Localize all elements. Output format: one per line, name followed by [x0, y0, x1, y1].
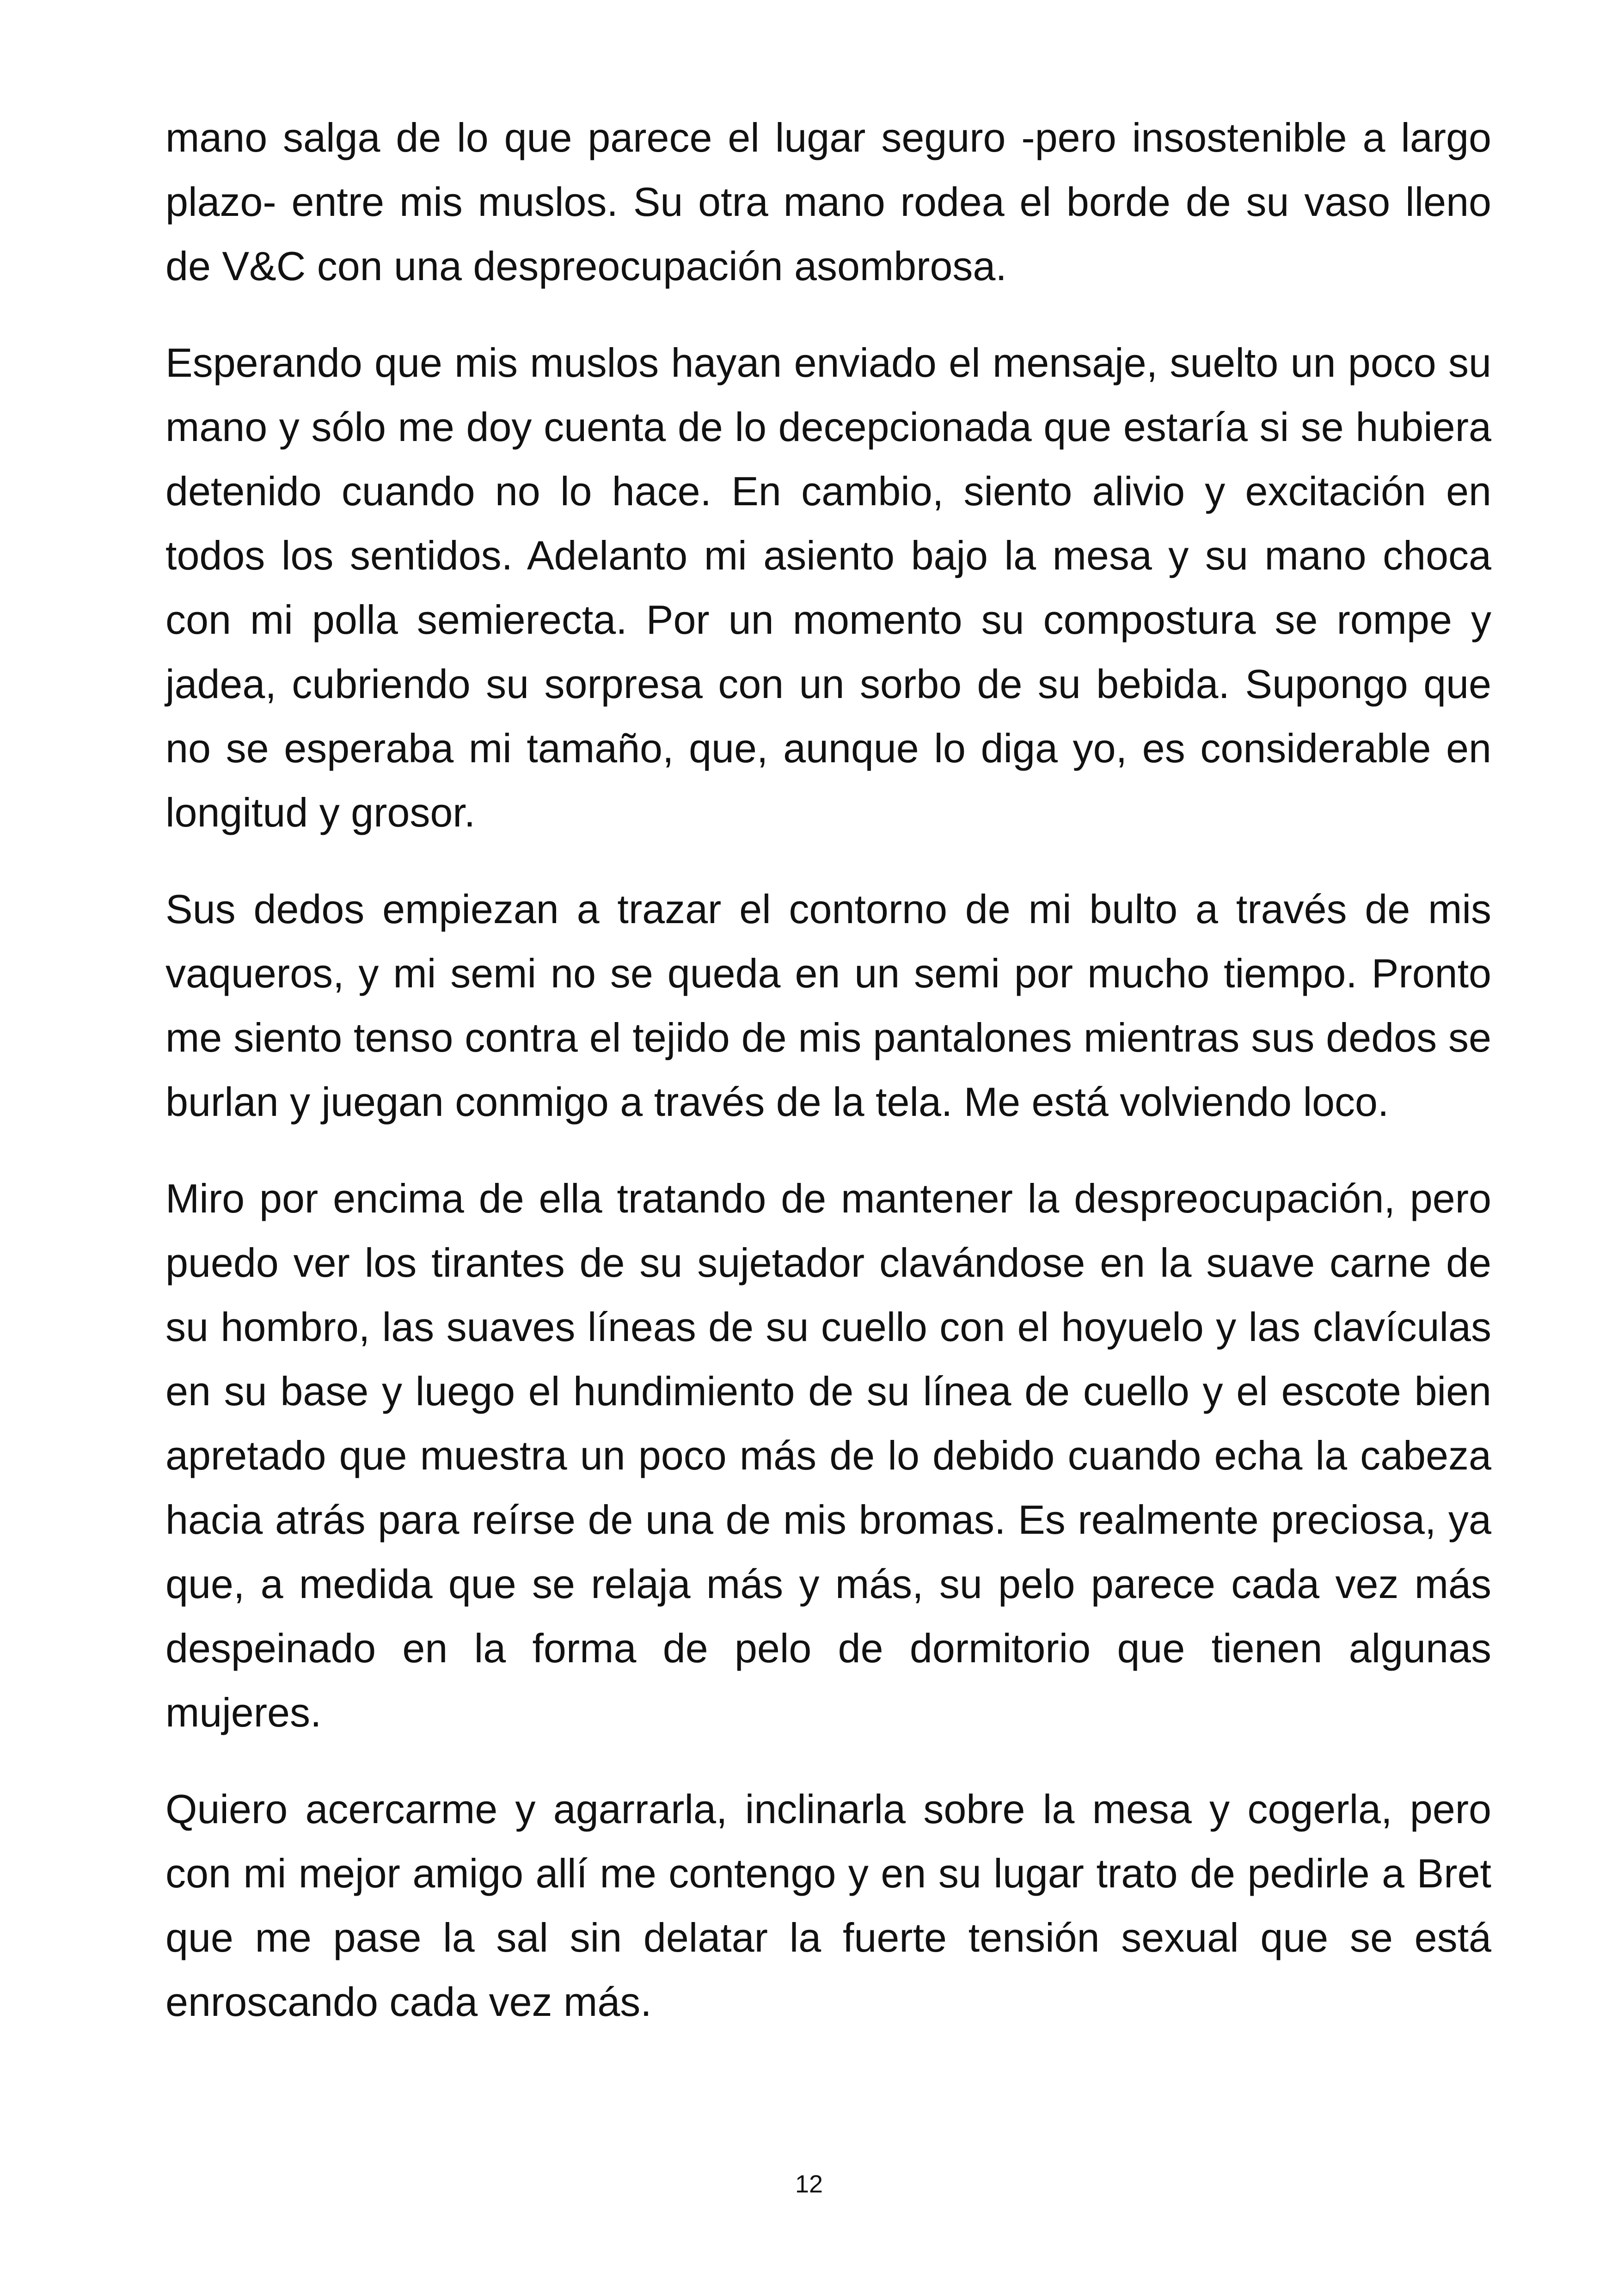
paragraph-3: Sus dedos empiezan a trazar el contorno de mi bulto a través de mis vaqueros, y mi semi no se queda en un semi por mucho tiempo. Pronto me siento tenso contra el tejido de mis pantalones mientras sus dedos se burlan y juegan conmigo a través de la tela. Me está volviendo loco.	[165, 886, 1491, 1125]
body-text	[165, 105, 1491, 2066]
paragraph-2: Esperando que mis muslos hayan enviado el mensaje, suelto un poco su mano y sólo me doy cuenta de lo decepcionada que estaría si se hubiera detenido cuando no lo hace. En cambio, siento alivio y excitación en todos los sentidos. Adelanto mi asiento bajo la mesa y su mano choca con mi polla semierecta. Por un momento su compostura se rompe y jadea, cubriendo su sorpresa con un sorbo de su bebida. Supongo que no se esperaba mi tamaño, que, aunque lo diga yo, es considerable en longitud y grosor.	[165, 340, 1491, 835]
page-number: 12	[795, 2170, 823, 2198]
paragraph-4: Miro por encima de ella tratando de mantener la despreocupación, pero puedo ver los tirantes de su sujetador clavándose en la suave carne de su hombro, las suaves líneas de su cuello con el hoyuelo y las clavículas en su base y luego el hundimiento de su línea de cuello y el escote bien apretado que muestra un poco más de lo debido cuando echa la cabeza hacia atrás para reírse de una de mis bromas. Es realmente preciosa, ya que, a medida que se relaja más y más, su pelo parece cada vez más despeinado en la forma de pelo de dormitorio que tienen algunas mujeres.	[165, 1176, 1491, 1735]
paragraph-1: mano salga de lo que parece el lugar seguro -pero insostenible a largo plazo- entre mis muslos. Su otra mano rodea el borde de su vaso lleno de V&C con una despreocupación asombrosa.	[165, 115, 1491, 289]
paragraph-5: Quiero acercarme y agarrarla, inclinarla sobre la mesa y cogerla, pero con mi mejor amigo allí me contengo y en su lugar trato de pedirle a Bret que me pase la sal sin delatar la fuerte tensión sexual que se está enroscando cada vez más.	[165, 1786, 1491, 2025]
